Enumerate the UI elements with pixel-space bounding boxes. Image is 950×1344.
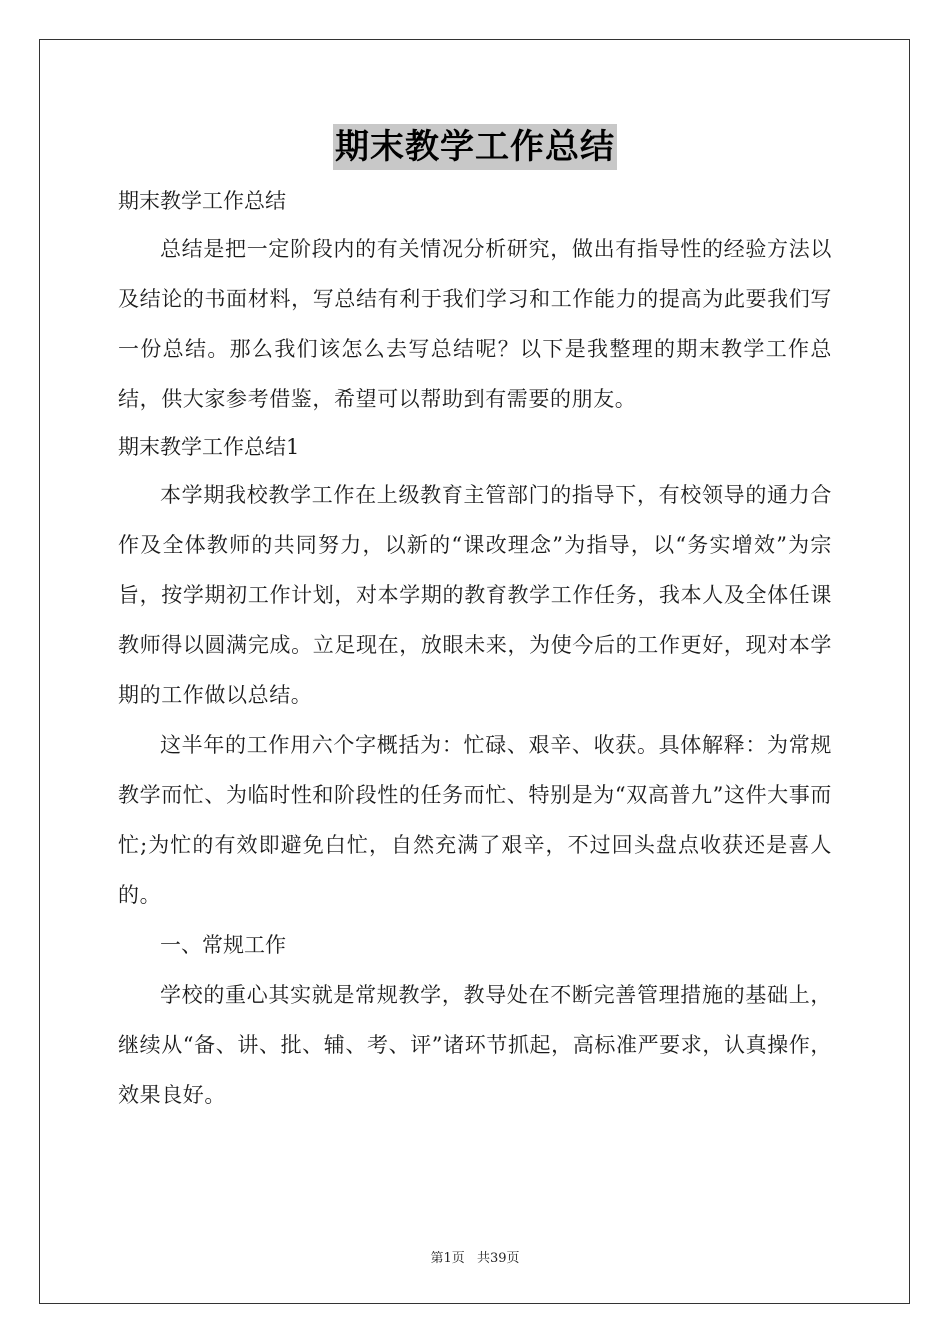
intro-paragraph: 总结是把一定阶段内的有关情况分析研究，做出有指导性的经验方法以及结论的书面材料，写总结有利于我们学习和工作能力的提高为此要我们写一份总结。那么我们该怎么去写总结呢？以下是我整理的期末教学工作总结，供大家参考借鉴，希望可以帮助到有需要的朋友。 xyxy=(118,237,832,411)
page-footer xyxy=(0,1247,950,1266)
section-title: 期末教学工作总结1 xyxy=(118,435,300,459)
paragraph-2: 这半年的工作用六个字概括为：忙碌、艰辛、收获。具体解释：为常规教学而忙、为临时性和阶段性的任务而忙、特别是为“双高普九”这件大事而忙;为忙的有效即避免白忙，自然充满了艰辛，不过回头盘点收获还是喜人的。 xyxy=(118,733,832,907)
document-body xyxy=(118,178,832,1120)
paragraph-1: 本学期我校教学工作在上级教育主管部门的指导下，有校领导的通力合作及全体教师的共同努力，以新的“课改理念”为指导，以“务实增效”为宗旨，按学期初工作计划，对本学期的教育教学工作任务，我本人及全体任课教师得以圆满完成。立足现在，放眼未来，为使今后的工作更好，现对本学期的工作做以总结。 xyxy=(118,483,832,707)
page-current: 第1页 xyxy=(430,1251,465,1266)
paragraph-3: 学校的重心其实就是常规教学，教导处在不断完善管理措施的基础上，继续从“备、讲、批、辅、考、评”诸环节抓起，高标准严要求，认真操作，效果良好。 xyxy=(118,983,832,1107)
title-wrap xyxy=(0,124,950,170)
page-total: 共39页 xyxy=(476,1251,520,1266)
document-title: 期末教学工作总结 xyxy=(333,124,617,170)
heading-1: 一、常规工作 xyxy=(160,933,286,957)
document-subtitle: 期末教学工作总结 xyxy=(118,189,286,213)
